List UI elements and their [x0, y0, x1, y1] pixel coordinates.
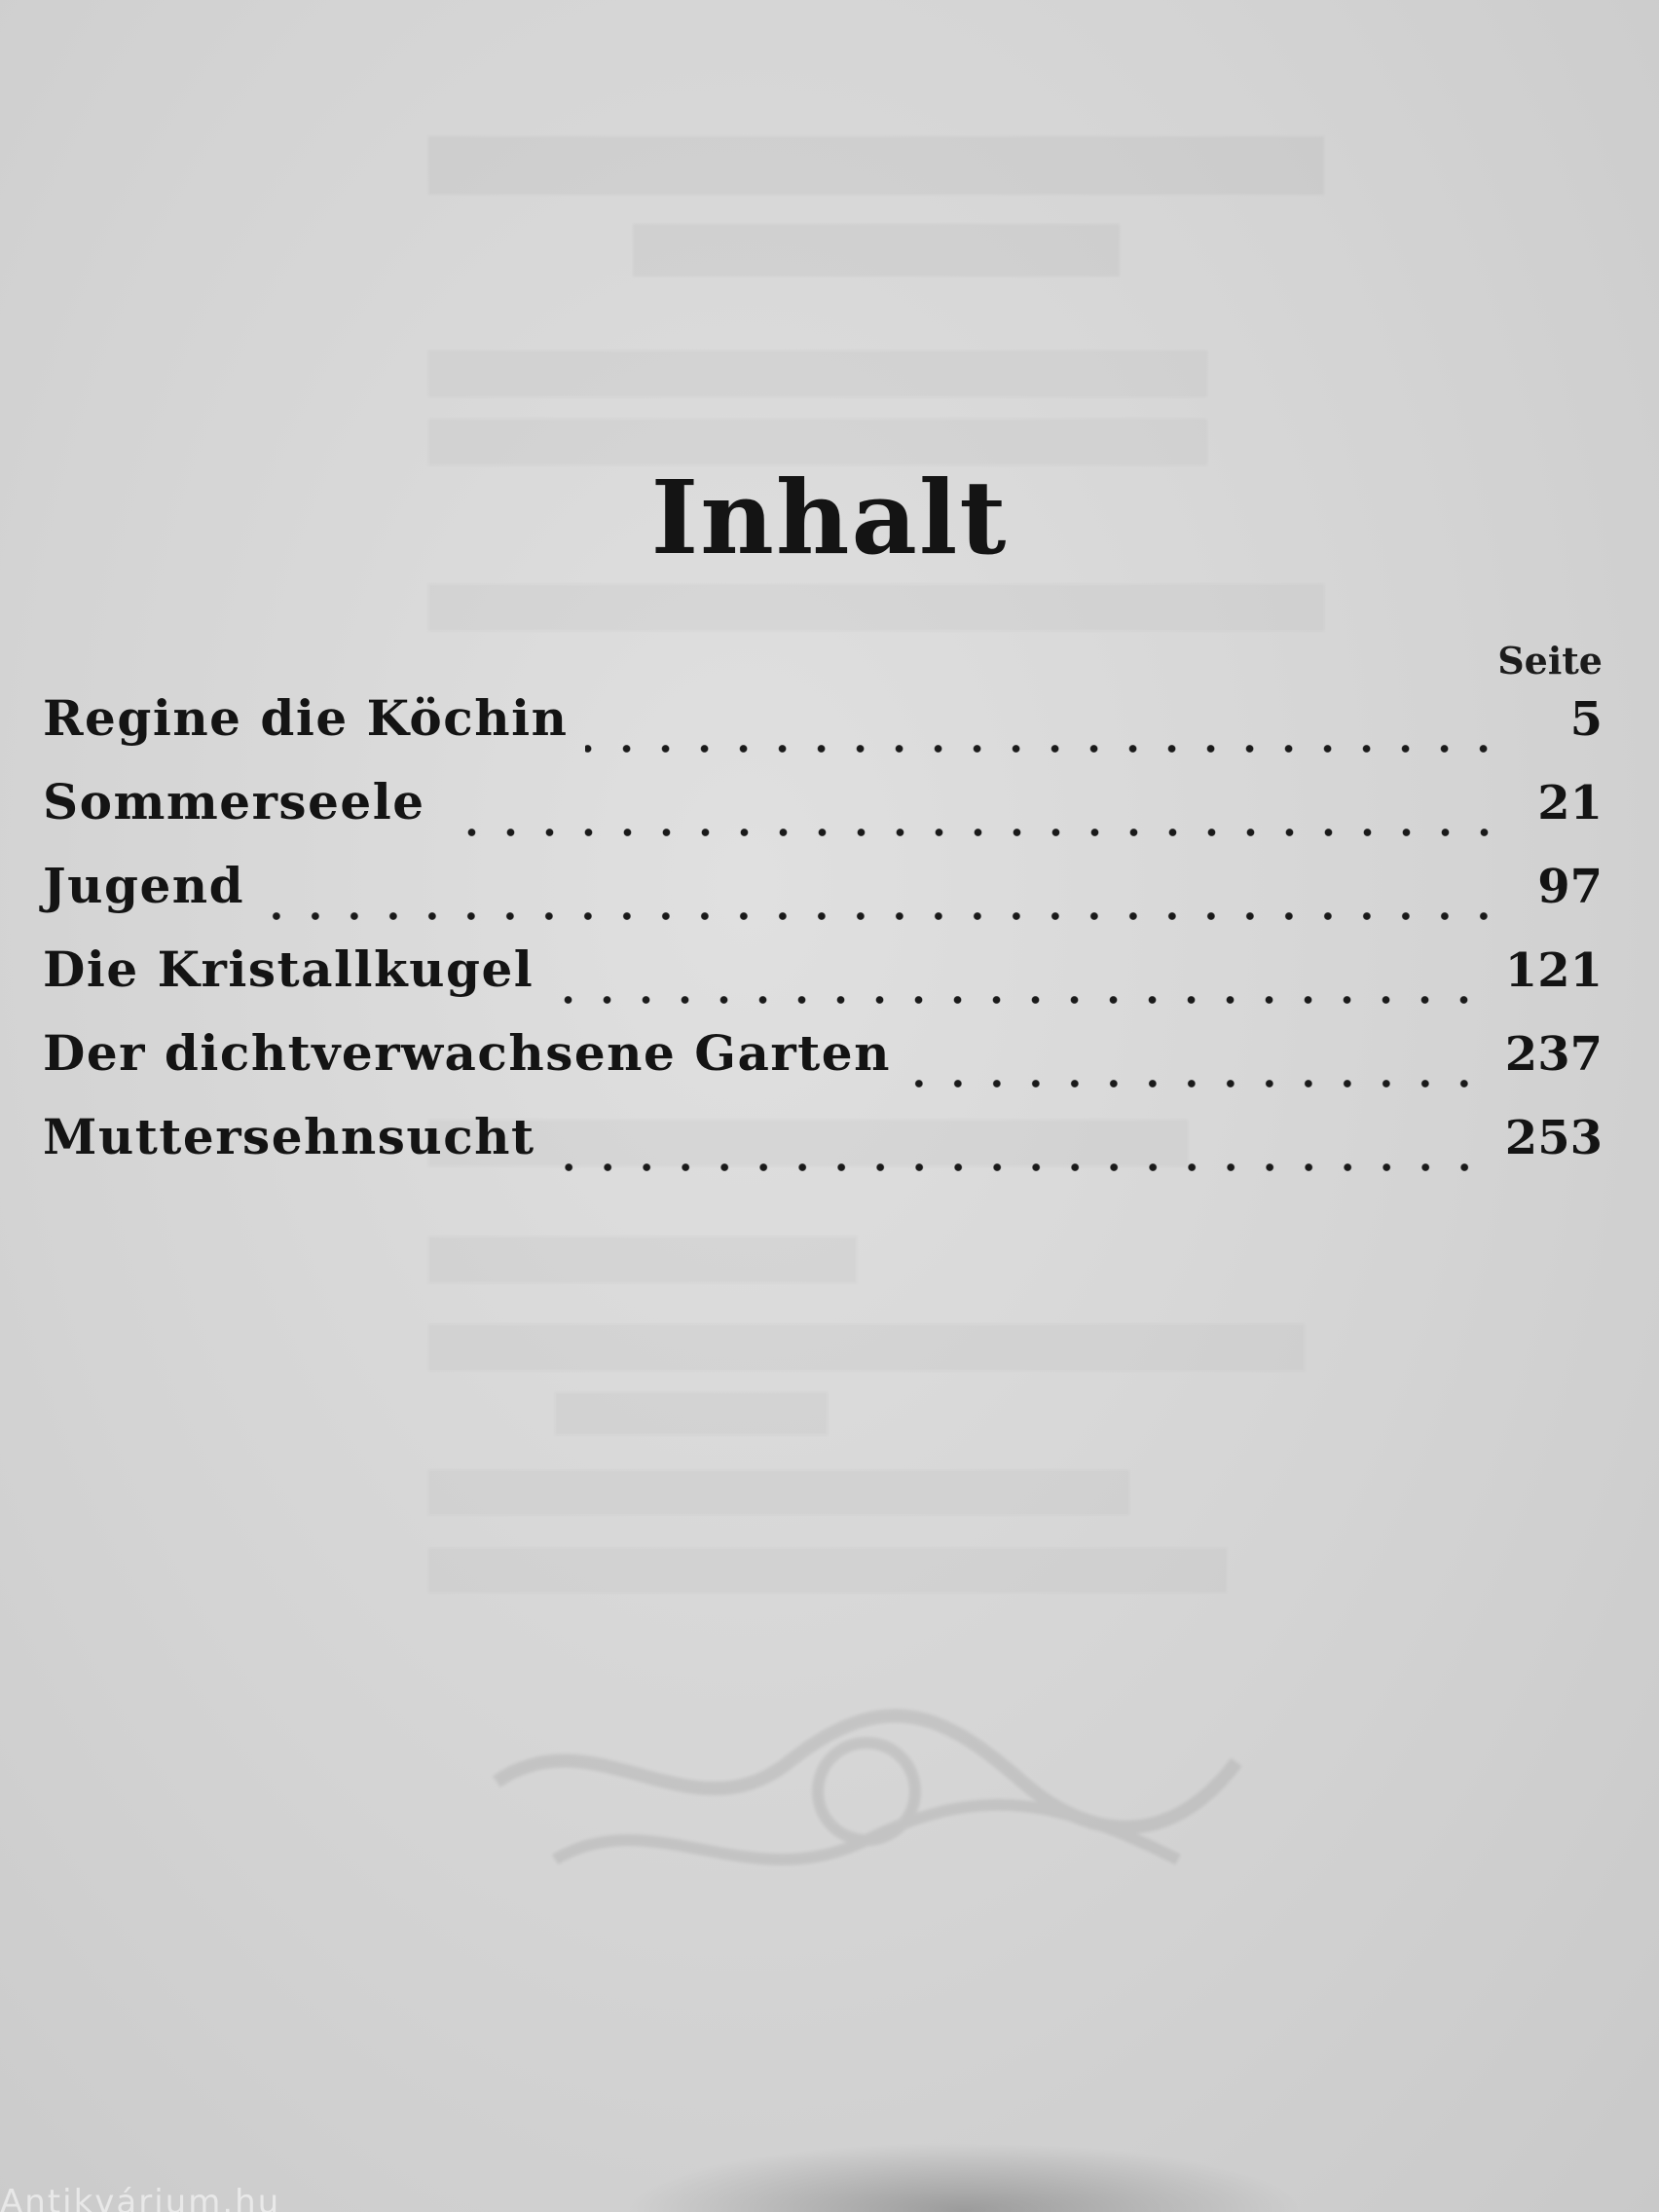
toc-entry-page: 97 — [1537, 860, 1603, 914]
toc-entry-title: Jugend — [43, 857, 245, 914]
dot-leader — [908, 1077, 1484, 1090]
toc-entry-page: 21 — [1537, 776, 1603, 830]
bleed-through-line — [428, 1324, 1305, 1371]
bleed-through-line — [428, 1236, 857, 1283]
toc-entry — [43, 1024, 1603, 1108]
toc-entry — [43, 773, 1603, 857]
dot-leader — [443, 826, 1503, 839]
toc-entry-title: Sommerseele — [43, 773, 425, 830]
bleed-through-line — [428, 1548, 1227, 1593]
bleed-through-ornament — [477, 1675, 1256, 1928]
toc-entry-title: Regine die Köchin — [43, 689, 569, 747]
bleed-through-line — [428, 350, 1207, 397]
page-title: Inhalt — [650, 458, 1009, 577]
toc-entry — [43, 689, 1603, 773]
bleed-through-line — [555, 1392, 828, 1435]
toc-entry-page: 121 — [1504, 943, 1603, 998]
bleed-through-line — [428, 136, 1324, 195]
page-shadow — [623, 2142, 1305, 2212]
toc-entry — [43, 1108, 1603, 1192]
bleed-through-line — [633, 224, 1120, 276]
toc-entry-page: 253 — [1504, 1111, 1603, 1165]
toc-entry-page: 5 — [1569, 692, 1603, 747]
dot-leader — [553, 1161, 1484, 1174]
dot-leader — [262, 909, 1503, 923]
toc-entry — [43, 940, 1603, 1024]
watermark: Antikvárium.hu — [0, 2183, 281, 2212]
toc-entry-page: 237 — [1504, 1027, 1603, 1082]
bleed-through-line — [428, 1470, 1129, 1515]
table-of-contents — [43, 689, 1603, 1192]
toc-entry-title: Der dichtverwachsene Garten — [43, 1024, 891, 1082]
toc-entry-title: Muttersehnsucht — [43, 1108, 535, 1165]
dot-leader — [551, 993, 1484, 1007]
page-column-label: Seite — [1497, 639, 1603, 682]
toc-entry — [43, 857, 1603, 940]
toc-entry-title: Die Kristallkugel — [43, 940, 535, 998]
bleed-through-line — [428, 584, 1324, 631]
dot-leader — [585, 742, 1503, 756]
